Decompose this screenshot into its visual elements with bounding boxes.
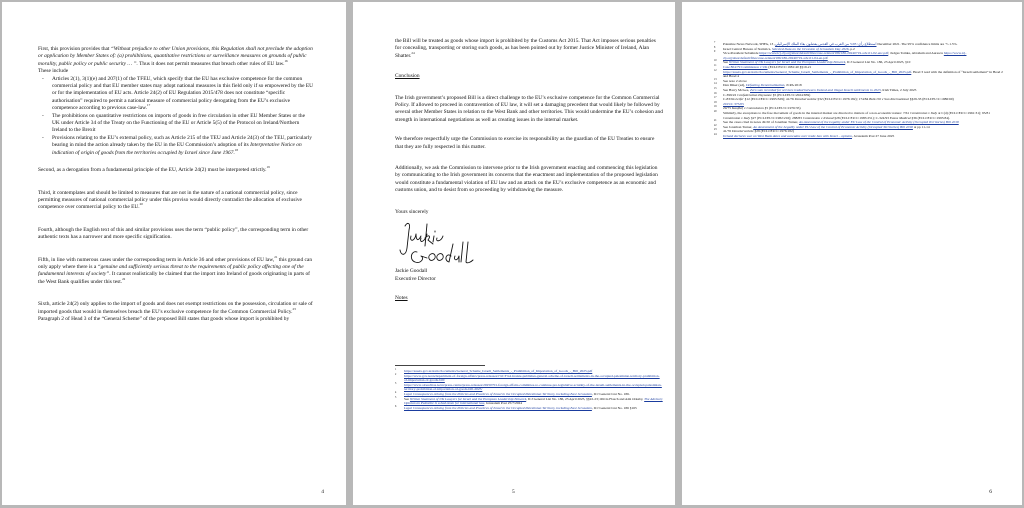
closing-salutation: Yours sincerely [395,208,429,215]
paragraph-conclusion: The Irish government’s proposed Bill is a direct challenge to the EU’s exclusive competence for the Common Commercial Policy. If allowed to proceed in contravention of EU law, it will set a damaging precedent that would likely be followed by several other Member States in relation to the West Bank and other territories. This would undermine the EU’s cohesion and strength in international negotiations as well as creating issues in the internal market. [395,94,663,123]
footnote-text: , Jerusalem Post 27 June 2025 [852,133,895,138]
footnote-link[interactable]: Written Statement of UK Lawyers for Israel and the European Leadership Network [409,396,527,401]
footnote-number: 12 [714,68,717,72]
handwritten-signature-image [397,218,477,270]
endnotes-list [395,369,663,410]
footnote-ref[interactable]: 24 [411,51,415,56]
footnote-link[interactable]: An Assessment of the Legality under EU Law of the Control of Economic Activity (Occupied Territories) Bill 2018 [798,120,959,125]
signatory-title: Executive Director [395,275,436,282]
list-item [38,135,314,157]
footnote-ref[interactable]: 17 [147,103,151,108]
list-item [38,76,314,113]
text-span: First, this provision provides that [38,46,111,52]
text-span: Provisions relating to the EU’s external policy, such as Article 215 of the TEU and Article 24(3) of the TEU, particularly bearing in mind the action already taken by the EU in the EU Commission’s adoption of its [52,134,312,149]
footnote-text: See the cases cited in notes 49-50 of Jonathan Turner, [723,120,799,125]
text-span: . It cannot realistically be claimed that the import into Ireland of goods originating in parts of the West Bank qualifies under this test. [38,271,310,285]
footnote-link[interactable]: Case 804/79 Commission v UK [723,64,768,69]
page-number: 5 [512,489,515,495]
footnote-item [714,111,1004,120]
footnote-item [395,406,663,411]
footnote-number: 24 [714,132,717,136]
text-span: Second, as a derogation from a fundamental principle of the EU, Article 24(2) must be interpreted strictly. [38,167,267,174]
conclusion-heading: Conclusion [395,73,420,80]
footnote-text: §36 (ECLI:EU:C:1995:84). [910,115,951,120]
footnote-link[interactable]: Selected Data on the Occasion of Jerusalem Day 2026 [772,46,849,51]
footnote-item [714,51,1004,60]
text-span: Paragraph 2 of Head 3 of the “General Scheme” of the proposed Bill states that goods whose import is prohibited by [38,315,290,322]
footnote-text: at C(d) (ECLI:EU:C:1961:31); 95/81 [937,110,990,115]
notes-divider [395,365,485,366]
footnote-text: , 13 December 2021. The 95% confidence limits are +/-1.5%. [769,42,958,46]
footnote-text: Dan Diker (ed), [723,83,746,88]
paragraph-first [38,46,314,68]
footnote-link[interactable]: https://assets.gov.ie/static/documents/General_Scheme_Israeli_Settlements_-_Prohibition_of_Importation_of_Goods_-_Bill_2025.pdf [723,69,912,74]
footnote-text: §5 (ECLI:EU:C:2024:839) [771,92,811,97]
footnote-ref[interactable]: 22 [122,276,126,281]
these-include-label: These include [38,68,69,75]
footnote-text: See Harry McGee, [723,87,751,92]
document-page-4 [2,2,346,505]
paragraph-fifth [38,254,314,287]
footnote-text: 41/76 [723,129,732,134]
document-page-5 [353,2,675,505]
footnote-link[interactable]: Legal Consequences Arising from the Policies and Practices of Israel in the Occupied Palestinian Territory, including East Jerusalem [404,391,592,396]
footnote-number: 22 [714,123,717,127]
interpretative-notice-title: Interpretative Notice on indication of origin of goods from the territories occupied by Israel since June 1967 [52,142,302,156]
footnote-text: §12 (ECLI:EU:C:1995:329); 41/76 [743,97,795,102]
footnote-number: 4 [395,390,397,394]
footnote-number: 20 [714,109,717,113]
paragraph-additionally: Additionally, we ask the Commission to intervene prior to the Irish government enacting and commencing this legislation by communicating to the Irish government its concerns that the enactment and implementation of the proposed legislation would constitute a fundamental violation of EU law and an attack on the EU’s exclusive competence as an economic and customs union, and to desist from so proceeding by withdrawing the measure. [395,165,658,194]
paragraph-third [38,190,314,212]
footnote-number: 5 [395,395,397,399]
footnote-link[interactable]: The Advisory Opinion on Palestine is a bad omen for international law [404,396,663,406]
signatory-name: Jackie Goodall [395,268,428,275]
footnote-text: , ICJ General List No. 186. [591,391,630,396]
list-item [38,113,314,135]
footnote-link[interactable]: استطلاع رأي: 93% من العرب في القدس يفضلون بقاء الملك الإسرائيلي [775,42,877,46]
paragraph-sixth [38,301,314,323]
footnote-text: §5 (ECLI:EU:C:1976:35) [763,106,801,111]
footnote-link[interactable]: Ireland declares war on West Bank dates and avocados over trade ban with Israel – opinion [723,133,852,138]
footnote-text: §28 (ECLI:EU:C:1985:251); C-324/93 [833,115,890,120]
footnote-ref[interactable]: 16 [284,59,288,64]
footnote-number: 10 [714,59,717,63]
footnote-text: , p.2 [848,46,855,51]
footnote-number: 9 [714,50,716,54]
footnote-number: 17 [714,96,717,100]
provisions-list [38,76,314,157]
footnote-text: Israel Central Bureau of Statistics, [723,46,772,51]
footnote-text: Confederation Paysanne [737,92,772,97]
footnote-text: Kaufhof v Commission [731,106,764,111]
footnote-text: Commission v Ireland [802,115,834,120]
page-5-text [395,38,663,302]
footnote-number: 14 [714,82,717,86]
footnote-text: §29 (ECLI:EU:C:1976:182) [753,129,794,134]
footnote-text: Leifer [735,97,744,102]
footnote-number: 8 [714,45,716,49]
footnote-link[interactable]: https://www.oireachtas.ie/en/press-centre/press-releases/20250701-foreign-affairs-committee-to-continue-pre-legislative-scrutiny-of-the-israeli-settlements-in-the-occupied-palestinian-territory-prohibition-of-importation-of-goods-bill-2025/ [404,382,662,392]
footnote-text: §§29-33 (ECLI:EU:C:1986:60) [908,97,954,102]
footnote-text: Bulk Oil v Sun International [869,97,909,102]
footnote-text: . Head 3 read with the definition of “Israeli settlement” in Head 2 and Head 4 [723,69,1003,79]
footnote-ref[interactable]: 18 [234,147,239,152]
footnote-ref[interactable]: 21 [274,254,278,259]
footnote-text: , ICJ General List No. 186, 23 April 2025, §§22-23; Olivia Flasch and Ami Orkaby, [526,396,645,401]
footnote-text: C-83/94 [723,97,736,102]
footnote-link[interactable]: An Assessment of the Legality under EU Law of the Control of Economic Activity (Occupied Territories) Bill 2018 [753,124,913,129]
footnote-link[interactable]: Defeating Denormalization [745,83,785,88]
footnote-item [395,383,663,392]
footnote-number: 7 [714,41,716,44]
footnote-ref[interactable]: 23 [292,306,296,311]
footnote-text: at pp 11-14 [912,124,930,129]
footnote-link[interactable]: Written Statement of UK Lawyers for Israel and the European Leadership Network [728,60,846,65]
paragraph-customs [395,38,663,60]
footnote-number: 11 [714,63,717,67]
footnote-link[interactable]: https://www.icj-cij.org/sites/default/files/case-related/186/186-20240719-adv-01-02-enc.pdf [759,51,889,56]
footnote-text: , Jerusalem Post 25/7/2024 [484,401,522,406]
footnote-text: Donckerwolcke [794,97,817,102]
footnote-ref[interactable]: 20 [139,202,143,207]
footnote-number: 23 [714,128,717,132]
notes-heading: Notes [395,294,408,301]
text-span: . [233,149,235,156]
footnote-number: 19 [714,105,717,109]
footnote-text: See Jonathan Turner, [723,124,754,129]
footnote-number: 15 [714,86,717,90]
text-span: Third, it contemplates and should be limited to measures that are not in the nature of a national commercial policy, since permitting measures of national commercial policy under this proviso would directly contradict the allocation of exclusive competence over commercial policy to the EU. [38,189,302,211]
footnote-link[interactable]: Zero sum recorded for services traded between Ireland and illegal Israeli settlements in 2023 [750,87,881,92]
footnote-text: , JCPA 2018 [784,83,802,88]
footnote-number: 18 [714,100,717,104]
text-span: this ground can only apply where there is a [38,256,313,270]
footnote-number: 1 [395,368,397,371]
footnote-link[interactable]: https://www.icj-cij.org/sites/default/files/case-related/186/186-20240719-adv-01-04-en.pdf [723,51,967,60]
footnote-text: See [404,396,410,401]
footnote-text: Evans Medical [889,115,911,120]
text-span: Articles 2(1), 3(1)(e) and 207(1) of the TFEU, which specify that the EU has exclusive competence for the common commercial policy and that EU member states may adopt national measures in this field only if so empowered by the EU or for the implementation of EU acts. Article 24(2) of EU Regulation 2015/478 does not constitute “specific authorisation” required to permit a national measure of commercial policy derogating from the EU’s exclusive competence according to previous case-law. [52,75,314,112]
footnote-text: Donckerwolcke [731,129,754,134]
paragraph-second [38,167,314,174]
text-span: Thus it does not permit measures that breach other rules of EU law. [137,60,285,67]
footnote-text: Similarly, the exceptions to the free movement of goods in the internal market are directed to matters of a non-economic nature: 7/61 [723,110,911,115]
text-span: Fifth, in line with numerous cases under the corresponding term in Article 36 and other provisions of EU law, [38,256,275,263]
quote-text: “Without prejudice to other Union provisions, this Regulation shall not preclude the adoption or application by Member States of: (a) prohibitions, quantitative restrictions or surveillance measures on grounds of public morality, public policy or public security … ”. [38,46,313,67]
footnote-number: 13 [714,77,717,81]
footnote-link[interactable]: Legal Consequences Arising from the Policies and Practices of Israel in the Occupied Palestinian Territory, including East Jerusalem [404,405,592,410]
footnote-text: See note 2 above [723,78,747,83]
footnote-text: See [723,60,729,65]
footnotes-list [714,42,1004,138]
footnote-text: , Irish Times, 2 July 2025 [880,87,917,92]
document-page-6 [682,2,1022,505]
footnote-text: (ECLI:EU:C:1981:40 §§19-21 [767,64,812,69]
footnote-link[interactable]: 2015/C 375/05 [723,101,744,106]
text-span: Sixth, article 24(2) only applies to the import of goods and does not exempt restrictions on the possession, circulation or sale of imported goods that would in themselves breach the EU’s exclusive competence for the Common Commercial Policy. [38,301,313,315]
page-4-text [38,46,314,323]
footnote-text: 29/75 [723,106,732,111]
footnote-text: Commission v Italy [723,115,751,120]
footnote-text: Commission v Italy [910,110,938,115]
footnote-number: 2 [395,372,397,376]
footnote-text: , ICJ General List No. 186 §165 [591,405,637,410]
footnote-item [395,374,663,383]
footnote-item [395,397,663,406]
paragraph-fourth: Fourth, although the English text of this and similar provisions uses the term “public policy”, the corresponding term in other authentic texts has a narrower and more specific signification. [38,226,309,241]
footnote-link[interactable]: https://assets.gov.ie/static/documents/General_Scheme_Israeli_Settlements_-_Prohibition_of_Importation_of_Goods_-_Bill_2025.pdf [404,369,593,373]
footnote-ref[interactable]: 19 [266,165,270,170]
footnote-text: ; Judges Tomka, Abraham and Aurescu [888,51,944,56]
footnote-text: C-399/22 [723,92,738,97]
footnote-link[interactable]: https://www.gov.ie/en/department-of-foreign-affairs/press-releases/t%C3%A1naiste-publishes-general-scheme-of-israeli-settlements-in-the-occupied-palestinian-territory-prohibition-of-importation-of-goods-bill/ [404,373,660,383]
paragraph-request: We therefore respectfully urge the Commission to exercise its responsibility as the guardian of the EU Treaties to ensure that they are fully respected in this matter. [395,136,655,150]
text-span: the Bill will be treated as goods whose import is prohibited by the Customs Act 2015. That Act imposes serious penalties for concealing, transporting or storing such goods, as has been pointed out by former Justice Minister of Ireland, Alan Shatter. [395,38,656,59]
footnote-text: §32 (ECLI:EU:C:1976:182); 174/84 [816,97,870,102]
footnote-text: Vice-President Sebutinde [723,51,760,56]
footnote-number: 21 [714,119,717,123]
footnote-number: 6 [395,404,397,408]
page-number: 6 [989,489,992,495]
footnote-text: , ICJ General List No. 186, 23 April 2025, §10 [845,60,911,65]
page-number: 4 [321,489,324,495]
footnote-number: 16 [714,91,717,95]
footnote-item [714,134,1004,139]
footnote-item [714,70,1004,79]
text-span: The prohibitions on quantitative restrictions on imports of goods in free circulation in other EU Member States or the UK under Article 34 of the Treaty on the Functioning of the EU or Article 5(5) of the Protocol on Ireland/Northern Ireland to the Brexit [52,112,306,134]
quote-text: “genuine and sufficiently serious threat to the requirements of public policy affecting one of the fundamental interests of society” [38,263,304,278]
footnote-text: §27 (ECLI:EU:C:1982:216); 288/83 [750,115,803,120]
signature [395,216,663,268]
footnote-number: 3 [395,381,397,385]
footnote-text: Palestine News Network, SHFA, [723,42,770,46]
